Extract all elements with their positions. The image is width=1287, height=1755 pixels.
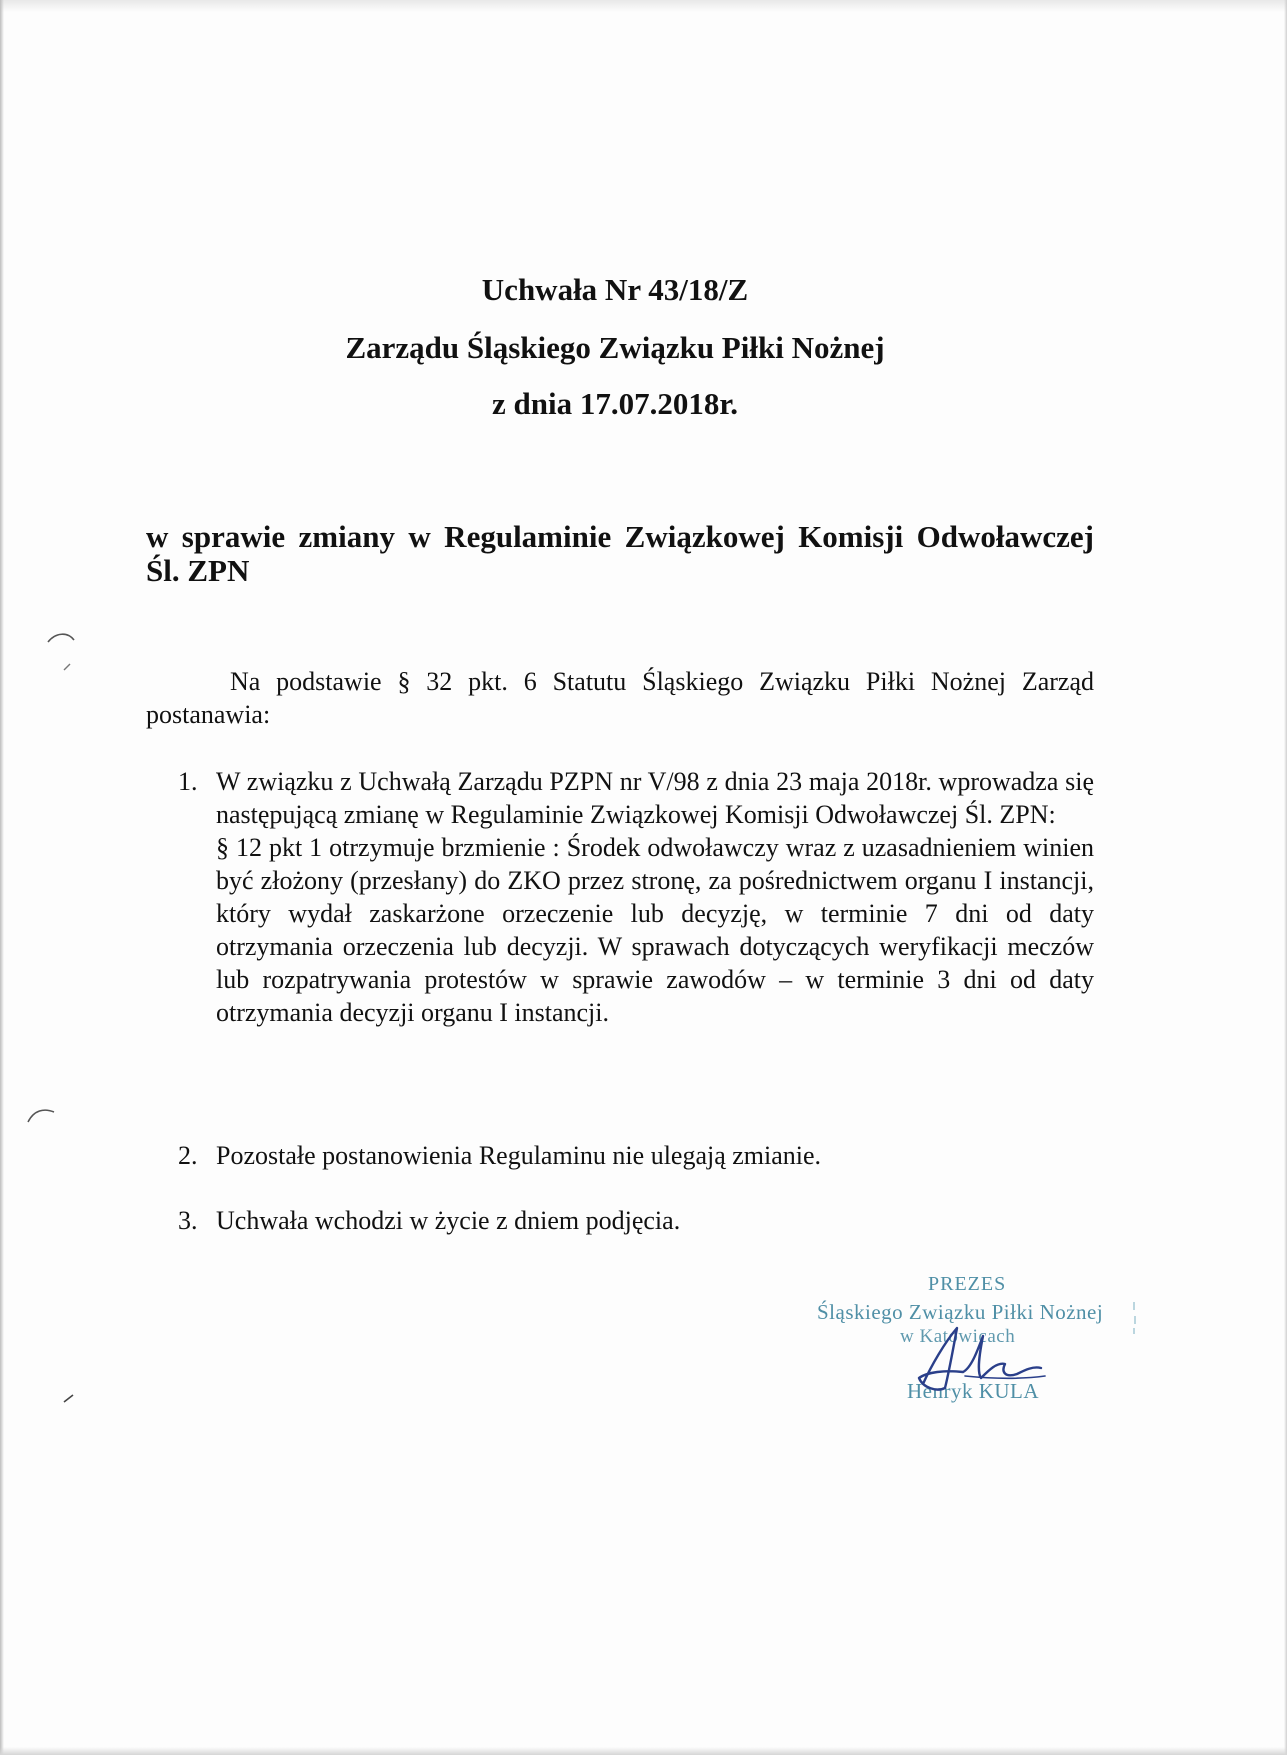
list-item-body xyxy=(216,765,1094,1029)
stamp-name: Henryk KULA xyxy=(907,1379,1040,1403)
scan-edge-top xyxy=(0,0,1287,12)
list-item-text: Pozostałe postanowienia Regulaminu nie ulegają zmianie. xyxy=(216,1141,822,1170)
resolution-number: Uchwała Nr 43/18/Z xyxy=(481,272,749,307)
scan-edge-bottom xyxy=(0,1747,1287,1755)
intro-paragraph: Na podstawie § 32 pkt. 6 Statutu Śląskiego Związku Piłki Nożnej Zarząd postanawia: xyxy=(146,667,1094,729)
margin-mark-middle xyxy=(24,1100,60,1130)
list-item-number: 2. xyxy=(178,1141,198,1170)
list-item-number: 3. xyxy=(178,1206,198,1235)
resolution-issuer: Zarządu Śląskiego Związku Piłki Nożnej xyxy=(345,330,885,365)
stamp-edge-mark xyxy=(1130,1300,1140,1336)
stamp-title: PREZES xyxy=(928,1273,1007,1295)
margin-mark-top xyxy=(44,628,84,676)
list-item-body xyxy=(216,1139,1094,1172)
list-item-paragraph: W związku z Uchwałą Zarządu PZPN nr V/98 z dnia 23 maja 2018r. wprowadza się następującą zmianę w Regulaminie Związkowej Komisji Odwoławczej Śl. ZPN: xyxy=(216,767,1094,829)
handwritten-signature xyxy=(905,1322,1065,1402)
resolution-subject: w sprawie zmiany w Regulaminie Związkowej Komisji Odwoławczej Śl. ZPN xyxy=(146,519,1094,588)
scan-edge-left xyxy=(0,0,4,1755)
list-item-number: 1. xyxy=(178,767,198,796)
amendment-text: § 12 pkt 1 otrzymuje brzmienie : Środek odwoławczy wraz z uzasadnieniem winien być złożony (przesłany) do ZKO przez stronę, za pośrednictwem organu I instancji, który wydał zaskarżone orzeczenie lub decyzję, w terminie 7 dni od daty otrzymania orzeczenia lub decyzji. W sprawach dotyczących weryfikacji meczów lub rozpatrywania protestów w sprawie zawodów – w terminie 3 dni od daty otrzymania decyzji organu I instancji. xyxy=(216,833,1094,1027)
list-item xyxy=(178,1204,1094,1237)
stamp-city: w Katowicach xyxy=(900,1326,1016,1347)
margin-mark-bottom xyxy=(62,1392,76,1404)
list-item xyxy=(178,765,1094,1029)
list-item-text: Uchwała wchodzi w życie z dniem podjęcia. xyxy=(216,1206,681,1235)
resolution-date: z dnia 17.07.2018r. xyxy=(491,386,739,421)
list-item-body xyxy=(216,1204,1094,1237)
list-item xyxy=(178,1139,1094,1172)
stamp-organization: Śląskiego Związku Piłki Nożnej xyxy=(817,1300,1104,1324)
